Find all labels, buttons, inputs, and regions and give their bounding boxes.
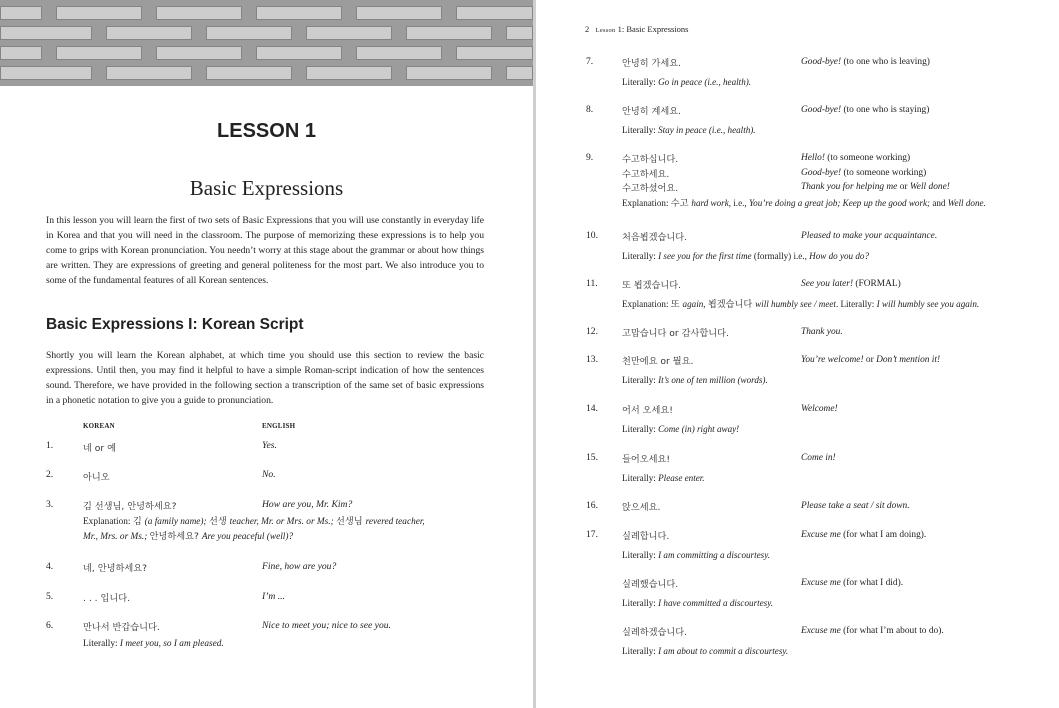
brick (0, 66, 92, 80)
literal-part: I see you for the first time (658, 251, 752, 261)
english-part: (to one who is staying) (841, 105, 930, 115)
item-number: 11. (586, 278, 598, 289)
literal-part: 또 (670, 299, 683, 310)
brick (206, 26, 292, 40)
note-gloss: teacher, Mr. or Mrs. or Ms.; (229, 517, 337, 527)
intro-paragraph: In this lesson you will learn the first of two sets of Basic Expressions that you will use constantly in everyday life in Korea and that you will need in the classroom. The purpose of memorizing these expressions is to help you come to grips with Korean pronunciation. You needn’t worry at this stage about the grammar or about how things are written. They are expressions of greeting and general politeness for the most part. We also introduce you to some of the fundamental features of all Korean sentences. (46, 215, 484, 286)
note-korean: 선생님 (336, 516, 366, 527)
english-part: (for what I am doing). (840, 530, 927, 540)
note-gloss: Mr., Mrs. or Ms.; (83, 532, 150, 542)
english-part: Thank you for helping me (801, 182, 898, 192)
english-translation (801, 103, 929, 117)
literal-line (622, 644, 788, 658)
note-label: Explanation: (83, 517, 133, 527)
literal-part: again (682, 299, 704, 309)
literal-part: I have committed a discourtesy. (658, 598, 774, 608)
korean-expression: 안녕히 계세요. (622, 106, 682, 117)
decorative-brick-banner (0, 0, 533, 86)
korean-expression: 수고하세요. (622, 169, 670, 180)
item-number: 5. (46, 591, 54, 602)
english-part: Good-bye! (801, 57, 842, 67)
literal-part: Literally: (622, 598, 659, 608)
english-part: Excuse me (801, 626, 841, 636)
literal-part: , (703, 299, 708, 309)
literal-part: Stay in peace (i.e., health). (658, 125, 756, 135)
english-translation: I’m ... (262, 591, 285, 602)
column-header-english: ENGLISH (262, 422, 296, 430)
item-number: 2. (46, 469, 54, 480)
literal-part: It’s one of ten million (words). (658, 375, 768, 385)
item-number: 14. (586, 403, 598, 414)
literal-part: Literally: (622, 251, 659, 261)
literal-part: Come (in) right away! (658, 424, 740, 434)
literal-part: I will humbly see you again. (876, 299, 980, 309)
korean-expression: 실례했습니다. (622, 579, 679, 590)
english-translation (801, 499, 910, 513)
brick (56, 6, 142, 20)
running-head-title: 1: Basic Expressions (615, 24, 689, 34)
english-translation: Nice to meet you; nice to see you. (262, 620, 391, 631)
korean-expression: 또 뵙겠습니다. (622, 280, 682, 291)
brick (0, 46, 42, 60)
lesson-title: LESSON 1 (217, 120, 316, 142)
korean-expression: 천만에요 or 뭘요. (622, 356, 694, 367)
literal-line (622, 297, 979, 312)
brick (106, 26, 192, 40)
item-number: 1. (46, 440, 54, 451)
english-translation (801, 402, 838, 416)
english-part: (to someone working) (824, 153, 911, 163)
english-part: See you later! (801, 279, 854, 289)
brick (506, 66, 533, 80)
english-part: (to one who is leaving) (841, 57, 930, 67)
korean-expression: 들어오세요! (622, 454, 671, 465)
brick (206, 66, 292, 80)
english-part: Hello! (801, 153, 825, 163)
english-part: Come in! (801, 453, 836, 463)
note-gloss: I meet you, so I am pleased. (119, 639, 224, 649)
english-translation (801, 528, 926, 542)
english-part: Well done! (909, 182, 950, 192)
english-part: (for what I did). (840, 578, 904, 588)
brick (256, 6, 342, 20)
literal-part: hard work (691, 198, 729, 208)
note-label: Literally: (83, 639, 120, 649)
literal-part: How do you do? (809, 251, 870, 261)
brick (0, 26, 92, 40)
literal-part: I am about to commit a discourtesy. (658, 646, 789, 656)
english-part: Excuse me (801, 530, 841, 540)
note-gloss: (a family name); (144, 517, 209, 527)
brick (506, 26, 533, 40)
page-number: 2 (585, 24, 590, 34)
korean-expression: 수고하셨어요. (622, 183, 679, 194)
literal-part: I am committing a discourtesy. (658, 550, 771, 560)
english-part: (FORMAL) (853, 279, 901, 289)
brick (306, 26, 392, 40)
literal-part: 뵙겠습니다 (707, 299, 756, 310)
literal-line (622, 123, 756, 137)
literal-line (622, 196, 986, 211)
literal-part: Explanation: (622, 299, 671, 309)
english-part: Excuse me (801, 578, 841, 588)
english-translation (801, 353, 940, 367)
literal-part: 수고 (670, 198, 692, 209)
item-number: 13. (586, 354, 598, 365)
literal-line (622, 75, 751, 89)
english-translation: Fine, how are you? (262, 561, 337, 572)
english-part: Welcome! (801, 404, 838, 414)
literal-line (622, 471, 705, 485)
korean-expression: 네, 안녕하세요? (83, 563, 147, 574)
literal-part: Literally: (622, 424, 659, 434)
literal-line (622, 548, 770, 562)
english-translation (801, 576, 903, 590)
literal-line (622, 249, 869, 263)
english-part: Pleased to make your acquaintance. (801, 231, 938, 241)
korean-expression: 네 or 예 (83, 443, 116, 454)
literal-part: Literally: (622, 550, 659, 560)
korean-expression: 실례하겠습니다. (622, 627, 688, 638)
english-part: or (897, 182, 910, 192)
korean-expression: 실례합니다. (622, 531, 670, 542)
english-translation (801, 229, 937, 243)
literal-line (83, 637, 224, 651)
english-translation (801, 451, 836, 465)
literal-part: Literally: (622, 473, 659, 483)
english-translation (801, 180, 950, 194)
english-translation (801, 166, 926, 180)
section-heading: Basic Expressions I: Korean Script (46, 316, 304, 333)
english-part: Good-bye! (801, 105, 842, 115)
literal-line (622, 422, 739, 436)
right-page (536, 0, 1059, 708)
brick (456, 46, 533, 60)
literal-part: Well done. (947, 198, 986, 208)
literal-part: will humbly see / meet (755, 299, 836, 309)
column-header-korean: KOREAN (83, 422, 115, 430)
item-number: 9. (586, 152, 594, 163)
english-part: Good-bye! (801, 168, 842, 178)
english-part: (to someone working) (841, 168, 927, 178)
literal-part: Please enter. (658, 473, 705, 483)
literal-line (622, 596, 773, 610)
item-number: 17. (586, 529, 598, 540)
english-translation: No. (262, 469, 276, 480)
korean-expression: 수고하십니다. (622, 154, 679, 165)
english-part: (for what I’m about to do). (840, 626, 944, 636)
note-korean: 선생 (208, 516, 230, 527)
english-translation (801, 151, 910, 165)
brick (156, 46, 242, 60)
item-number: 4. (46, 561, 54, 572)
english-translation (801, 277, 901, 291)
korean-expression: 아니오 (83, 472, 110, 483)
brick (356, 46, 442, 60)
korean-expression: 처음뵙겠습니다. (622, 232, 688, 243)
running-head-lesson: Lesson (595, 27, 616, 34)
korean-expression: 만나서 반갑습니다. (83, 622, 160, 633)
korean-expression: 안녕히 가세요. (622, 58, 682, 69)
note-korean: 안녕하세요? (149, 531, 202, 542)
chapter-title: Basic Expressions (189, 176, 344, 200)
note-gloss: revered teacher, (365, 517, 425, 527)
running-head (585, 24, 688, 34)
english-part: Please take a seat / sit down. (801, 501, 910, 511)
brick (106, 66, 192, 80)
brick (406, 26, 492, 40)
literal-part: (formally) i.e., (751, 251, 810, 261)
brick (406, 66, 492, 80)
literal-part: Go in peace (i.e., health). (658, 77, 752, 87)
item-number: 3. (46, 499, 54, 510)
brick (256, 46, 342, 60)
english-part: or (863, 355, 877, 365)
korean-expression: 김 선생님, 안녕하세요? (83, 501, 177, 512)
brick (56, 46, 142, 60)
english-translation: Yes. (262, 440, 277, 451)
literal-part: . Literally: (835, 299, 877, 309)
english-translation (801, 55, 930, 69)
section-intro-paragraph: Shortly you will learn the Korean alphabet, at which time you should use this section to review the basic expressions. Until then, you may find it helpful to have a simple Roman-script indication of how the sentences sound. Therefore, we have provided in the following section a transcription of the same set of basic expressions in a phonetic notation to give you a guide to pronunciation. (46, 350, 484, 406)
literal-part: Literally: (622, 375, 659, 385)
literal-part: and (930, 198, 948, 208)
item-number: 7. (586, 56, 594, 67)
korean-expression: . . . 입니다. (83, 593, 131, 604)
brick (156, 6, 242, 20)
english-translation: How are you, Mr. Kim? (262, 499, 353, 510)
literal-part: Explanation: (622, 198, 671, 208)
item-number: 16. (586, 500, 598, 511)
literal-part: Literally: (622, 125, 659, 135)
item-number: 10. (586, 230, 598, 241)
literal-part: You’re doing a great job; Keep up the good work; (748, 198, 931, 208)
brick (0, 6, 42, 20)
english-translation (801, 325, 843, 339)
item-number: 12. (586, 326, 598, 337)
note-gloss: Are you peaceful (well)? (201, 532, 294, 542)
item-number: 6. (46, 620, 54, 631)
brick (356, 6, 442, 20)
brick (306, 66, 392, 80)
korean-expression: 고맙습니다 or 감사합니다. (622, 328, 729, 339)
note-korean: 김 (132, 516, 145, 527)
literal-part: Literally: (622, 646, 659, 656)
korean-expression: 앉으세요. (622, 502, 661, 513)
item-number: 15. (586, 452, 598, 463)
literal-part: Literally: (622, 77, 659, 87)
brick (456, 6, 533, 20)
english-part: Don’t mention it! (876, 355, 941, 365)
english-translation (801, 624, 944, 638)
explanation-line (83, 530, 293, 544)
item-number: 8. (586, 104, 594, 115)
korean-expression: 어서 오세요! (622, 405, 673, 416)
english-part: You’re welcome! (801, 355, 864, 365)
explanation-line (83, 515, 425, 529)
english-part: Thank you. (801, 327, 843, 337)
literal-line (622, 373, 768, 387)
literal-part: , i.e., (728, 198, 749, 208)
